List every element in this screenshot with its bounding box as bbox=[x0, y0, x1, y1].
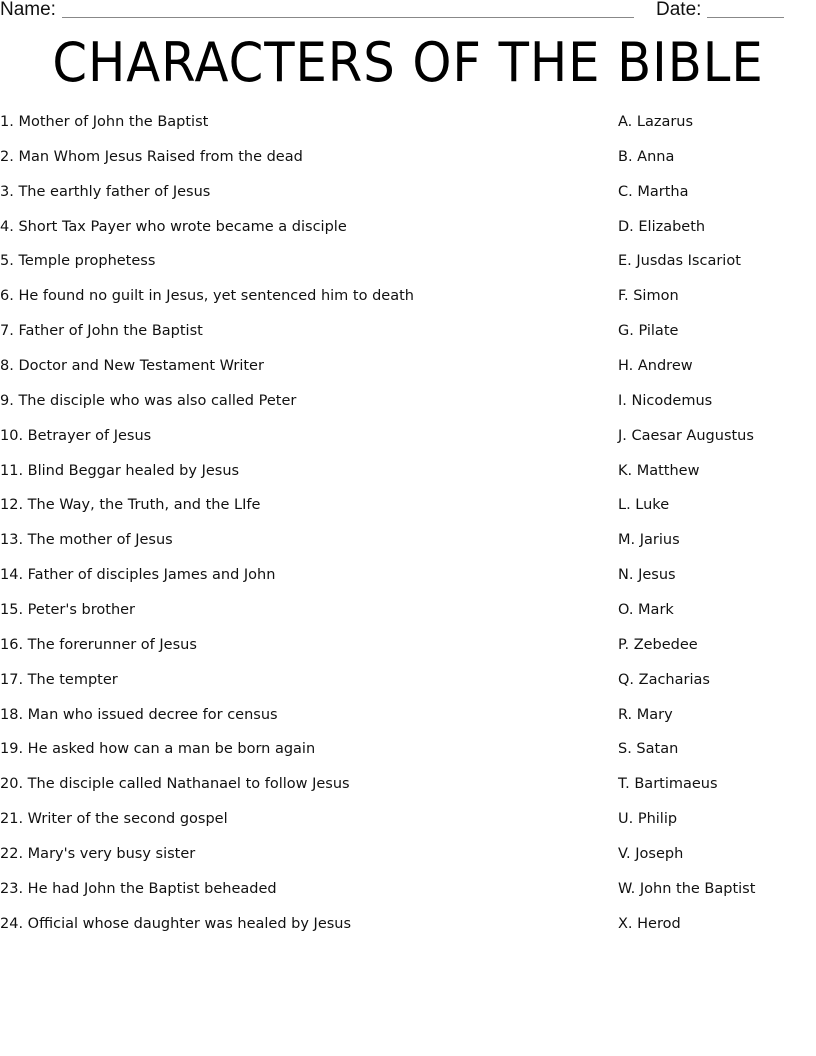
answer-item: I. Nicodemus bbox=[618, 392, 713, 409]
clue-item: 13. The mother of Jesus bbox=[0, 532, 173, 549]
clue-item: 11. Blind Beggar healed by Jesus bbox=[0, 462, 240, 479]
clue-item: 21. Writer of the second gospel bbox=[0, 811, 228, 828]
answer-item: J. Caesar Augustus bbox=[618, 427, 754, 444]
answer-item: P. Zebedee bbox=[618, 636, 698, 653]
answer-item: F. Simon bbox=[618, 288, 679, 305]
clue-list bbox=[0, 112, 414, 949]
clue-item: 16. The forerunner of Jesus bbox=[0, 636, 197, 653]
answer-item: O. Mark bbox=[618, 602, 674, 619]
clue-item: 20. The disciple called Nathanael to follow Jesus bbox=[0, 776, 350, 793]
answer-item: C. Martha bbox=[618, 183, 689, 200]
answer-item: L. Luke bbox=[618, 497, 670, 514]
clue-item: 8. Doctor and New Testament Writer bbox=[0, 358, 264, 375]
clue-item: 15. Peter's brother bbox=[0, 602, 136, 619]
date-label: Date: bbox=[656, 0, 702, 20]
clue-item: 3. The earthly father of Jesus bbox=[0, 183, 211, 200]
clue-item: 9. The disciple who was also called Peter bbox=[0, 392, 297, 409]
answer-item: V. Joseph bbox=[618, 846, 684, 863]
clue-item: 19. He asked how can a man be born again bbox=[0, 741, 316, 758]
clue-item: 14. Father of disciples James and John bbox=[0, 567, 276, 584]
answer-item: H. Andrew bbox=[618, 358, 693, 375]
clue-item: 24. Official whose daughter was healed by Jesus bbox=[0, 915, 352, 932]
answer-item: T. Bartimaeus bbox=[618, 776, 718, 793]
answer-item: N. Jesus bbox=[618, 567, 676, 584]
answer-list bbox=[618, 112, 755, 949]
clue-item: 5. Temple prophetess bbox=[0, 253, 156, 270]
clue-item: 4. Short Tax Payer who wrote became a disciple bbox=[0, 218, 347, 235]
answer-item: Q. Zacharias bbox=[618, 671, 710, 688]
clue-item: 2. Man Whom Jesus Raised from the dead bbox=[0, 148, 303, 165]
answer-item: E. Jusdas Iscariot bbox=[618, 253, 741, 270]
clue-item: 17. The tempter bbox=[0, 671, 118, 688]
answer-item: M. Jarius bbox=[618, 532, 680, 549]
clue-item: 10. Betrayer of Jesus bbox=[0, 427, 152, 444]
clue-item: 1. Mother of John the Baptist bbox=[0, 114, 209, 130]
date-field-line[interactable] bbox=[707, 17, 784, 18]
answer-item: K. Matthew bbox=[618, 462, 700, 479]
name-label: Name: bbox=[0, 0, 56, 20]
clue-item: 6. He found no guilt in Jesus, yet sentenced him to death bbox=[0, 288, 414, 305]
clue-item: 23. He had John the Baptist beheaded bbox=[0, 880, 277, 897]
answer-item: D. Elizabeth bbox=[618, 218, 706, 235]
answer-item: G. Pilate bbox=[618, 323, 679, 340]
clue-item: 18. Man who issued decree for census bbox=[0, 706, 278, 723]
answer-item: A. Lazarus bbox=[618, 114, 694, 130]
answer-item: B. Anna bbox=[618, 148, 675, 165]
worksheet-header bbox=[0, 0, 816, 24]
answer-item: S. Satan bbox=[618, 741, 679, 758]
clue-item: 7. Father of John the Baptist bbox=[0, 323, 203, 340]
answer-item: R. Mary bbox=[618, 706, 673, 723]
answer-item: W. John the Baptist bbox=[618, 880, 756, 897]
answer-item: X. Herod bbox=[618, 915, 681, 932]
clue-item: 22. Mary's very busy sister bbox=[0, 846, 196, 863]
page-title: CHARACTERS OF THE BIBLE bbox=[52, 31, 764, 94]
name-field-line[interactable] bbox=[62, 17, 634, 18]
clue-item: 12. The Way, the Truth, and the LIfe bbox=[0, 497, 261, 514]
answer-item: U. Philip bbox=[618, 811, 678, 828]
